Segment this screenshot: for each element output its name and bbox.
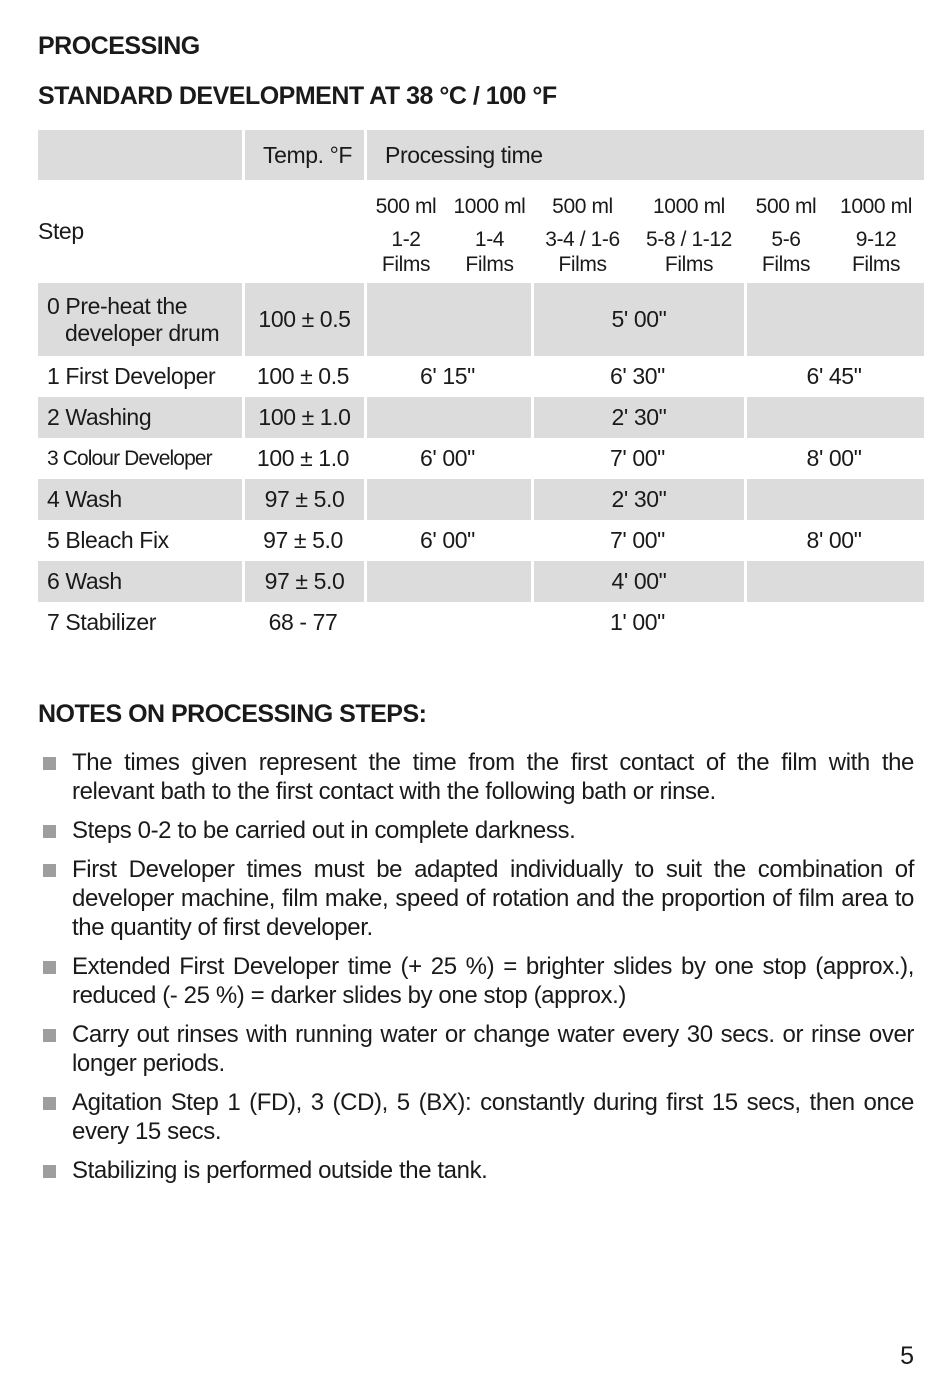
square-bullet-icon: [43, 1029, 56, 1042]
step-cell: 4 Wash: [38, 479, 242, 520]
time-cell: [364, 397, 531, 438]
time-cell: [744, 397, 924, 438]
step-cell: 2 Washing: [38, 397, 242, 438]
temp-cell: 100 ± 1.0: [242, 397, 364, 438]
table-row: [38, 520, 924, 561]
list-item: Extended First Developer time (+ 25 %) = brighter slides by one stop (approx.), reduced (- 25 %) = darker slides by one stop (approx.): [38, 952, 914, 1010]
temp-cell: 100 ± 0.5: [256, 363, 350, 389]
time-cell: 6' 00": [420, 445, 475, 471]
time-cell: [744, 561, 924, 602]
table-row: [38, 283, 924, 356]
time-cell: 2' 30": [531, 479, 744, 520]
header-temp: Temp. °F: [242, 130, 364, 180]
square-bullet-icon: [43, 757, 56, 770]
header-step: Step: [38, 218, 84, 244]
time-cell: 5' 00": [531, 283, 744, 356]
column-header: 1000 ml 1-4 Films: [453, 195, 526, 276]
step-cell: 1 First Developer: [47, 363, 216, 389]
square-bullet-icon: [43, 1097, 56, 1110]
page-number: 5: [900, 1342, 914, 1370]
column-header: 500 ml 5-6 Films: [755, 195, 817, 276]
time-cell: [744, 479, 924, 520]
header-temp-empty: [242, 180, 364, 283]
temp-cell: 68 - 77: [268, 609, 338, 635]
time-cell: 6' 30": [610, 363, 665, 389]
column-header: 500 ml 3-4 / 1-6 Films: [545, 195, 620, 276]
table-subheader-row: [38, 180, 924, 283]
temp-cell: 100 ± 0.5: [242, 283, 364, 356]
square-bullet-icon: [43, 825, 56, 838]
time-cell: 6' 00": [420, 527, 475, 553]
square-bullet-icon: [43, 864, 56, 877]
time-cell: 4' 00": [531, 561, 744, 602]
time-cell: 6' 15": [420, 363, 475, 389]
step-cell: 7 Stabilizer: [47, 609, 156, 635]
time-cell: 7' 00": [610, 527, 665, 553]
notes-heading: NOTES ON PROCESSING STEPS:: [38, 700, 427, 728]
processing-table: [38, 130, 924, 643]
table-header-row: [38, 130, 924, 180]
column-header: 500 ml 1-2 Films: [375, 195, 437, 276]
table-row: [38, 479, 924, 520]
list-item: First Developer times must be adapted individually to suit the combination of developer machine, film make, speed of rotation and the proportion of film area to the quantity of first developer.: [38, 855, 914, 942]
table-row: [38, 397, 924, 438]
time-cell: [744, 283, 924, 356]
section-subheading: STANDARD DEVELOPMENT AT 38 °C / 100 °F: [38, 82, 557, 110]
step-cell: 6 Wash: [38, 561, 242, 602]
temp-cell: 100 ± 1.0: [256, 445, 350, 471]
list-item: The times given represent the time from the first contact of the film with the relevant bath to the first contact with the following bath or rinse.: [38, 748, 914, 806]
temp-cell: 97 ± 5.0: [263, 527, 343, 553]
time-cell: [744, 602, 924, 643]
time-cell: [364, 602, 531, 643]
list-item: Carry out rinses with running water or change water every 30 secs. or rinse over longer periods.: [38, 1020, 914, 1078]
step-cell: 0 Pre-heat the developer drum: [38, 283, 242, 356]
header-empty-cell: [38, 130, 242, 180]
temp-cell: 97 ± 5.0: [242, 479, 364, 520]
table-row: [38, 356, 924, 397]
time-cell: 8' 00": [806, 445, 862, 471]
header-processing-time: Processing time: [364, 130, 924, 180]
time-cell: 7' 00": [610, 445, 665, 471]
list-item: Stabilizing is performed outside the tank.: [38, 1156, 914, 1185]
list-item: Steps 0-2 to be carried out in complete darkness.: [38, 816, 914, 845]
temp-cell: 97 ± 5.0: [242, 561, 364, 602]
notes-list: [38, 748, 914, 1195]
time-cell: [364, 283, 531, 356]
step-cell: 5 Bleach Fix: [47, 527, 169, 553]
table-row: [38, 602, 924, 643]
time-cell: 8' 00": [806, 527, 862, 553]
column-header: 1000 ml 5-8 / 1-12 Films: [646, 195, 732, 276]
square-bullet-icon: [43, 961, 56, 974]
table-row: [38, 438, 924, 479]
time-cell: [364, 479, 531, 520]
page-heading: PROCESSING: [38, 32, 200, 60]
time-cell: 6' 45": [806, 363, 862, 389]
time-cell: 2' 30": [531, 397, 744, 438]
table-row: [38, 561, 924, 602]
list-item: Agitation Step 1 (FD), 3 (CD), 5 (BX): constantly during first 15 secs, then once every 15 secs.: [38, 1088, 914, 1146]
time-cell: [364, 561, 531, 602]
column-header: 1000 ml 9-12 Films: [840, 195, 912, 276]
time-cell: 1' 00": [610, 609, 665, 635]
step-cell: 3 Colour Developer: [47, 446, 212, 470]
square-bullet-icon: [43, 1165, 56, 1178]
